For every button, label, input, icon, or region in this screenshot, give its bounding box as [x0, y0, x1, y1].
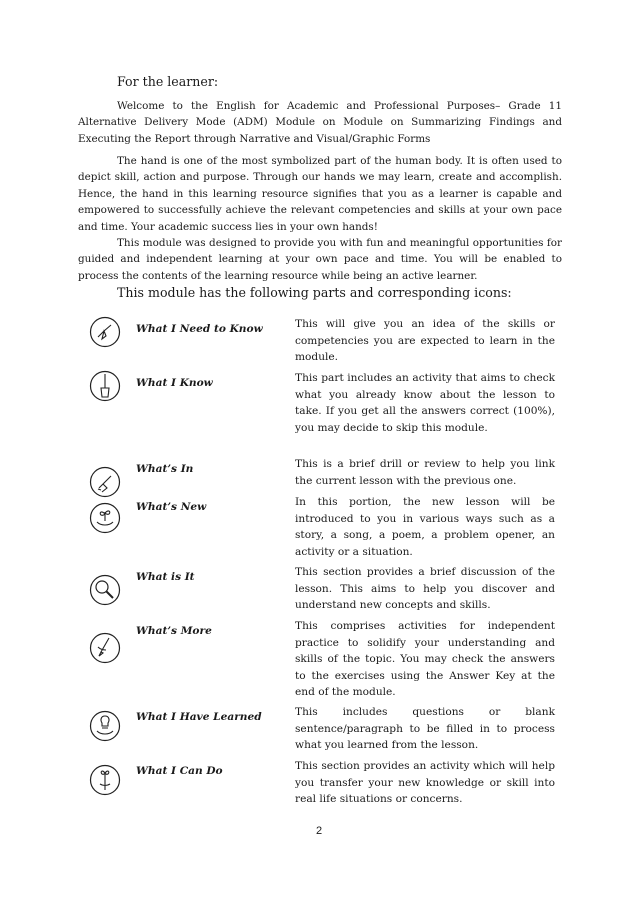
- part-label: What I Need to Know: [136, 323, 263, 335]
- part-description: This includes questions or blank sentence/paragraph to be filled in to process what you learned from the lesson.: [295, 706, 555, 752]
- part-description: This will give you an idea of the skills or competencies you are expected to learn in the module.: [295, 318, 555, 364]
- welcome-paragraph: Welcome to the English for Academic and Professional Purposes– Grade 11 Alternative Delivery Mode (ADM) Module on Module on Summarizing Findings and Executing the Report through Narrative and Visual/Graphic Forms: [78, 100, 562, 145]
- parts-intro: This module has the following parts and corresponding icons:: [117, 285, 512, 300]
- hand-pointing-icon: [89, 316, 121, 348]
- part-label: What I Know: [136, 377, 213, 389]
- page-heading: For the learner:: [117, 74, 219, 89]
- hand-writing-icon: [89, 466, 121, 498]
- part-label: What is It: [136, 571, 195, 583]
- part-label: What’s More: [136, 625, 212, 637]
- part-label: What’s New: [136, 501, 207, 513]
- part-description: This part includes an activity that aims to check what you already know about the lesson to take. If you get all the answers correct (100%), you may decide to skip this module.: [295, 372, 555, 434]
- part-label: What I Have Learned: [136, 711, 262, 723]
- hand-symbol-paragraph: The hand is one of the most symbolized part of the human body. It is often used to depict skill, action and purpose. Through our hands we may learn, create and accomplish. Hence, the hand in this learning resource signifies that you as a learner is capable and empowered to successfully achieve the relevant competencies and skills at your own pace and time. Your academic success lies in your own hands!: [78, 155, 562, 233]
- module-design-paragraph: This module was designed to provide you with fun and meaningful opportunities for guided and independent learning at your own pace and time. You will be enabled to process the contents of the learning resource while being an active learner.: [78, 237, 562, 282]
- hand-with-pencil-icon: [89, 632, 121, 664]
- part-description: This section provides an activity which will help you transfer your new knowledge or skill into real life situations or concerns.: [295, 760, 555, 806]
- part-label: What’s In: [136, 463, 194, 475]
- part-description: This section provides a brief discussion of the lesson. This aims to help you discover and understand new concepts and skills.: [295, 566, 555, 612]
- part-label: What I Can Do: [136, 765, 223, 777]
- page-number: 2: [315, 825, 323, 837]
- hand-with-flower-icon: [89, 764, 121, 796]
- hand-holding-plant-icon: [89, 502, 121, 534]
- part-description: This is a brief drill or review to help you link the current lesson with the previous one.: [295, 458, 555, 487]
- part-description: This comprises activities for independent practice to solidify your understanding and skills of the topic. You may check the answers to the exercises using the Answer Key at the end of the module.: [295, 620, 555, 699]
- lightbulb-hand-icon: [89, 710, 121, 742]
- part-description: In this portion, the new lesson will be introduced to you in various ways such as a story, a song, a poem, a problem opener, an activity or a situation.: [295, 496, 555, 558]
- raised-finger-icon: [89, 370, 121, 402]
- magnifying-glass-icon: [89, 574, 121, 606]
